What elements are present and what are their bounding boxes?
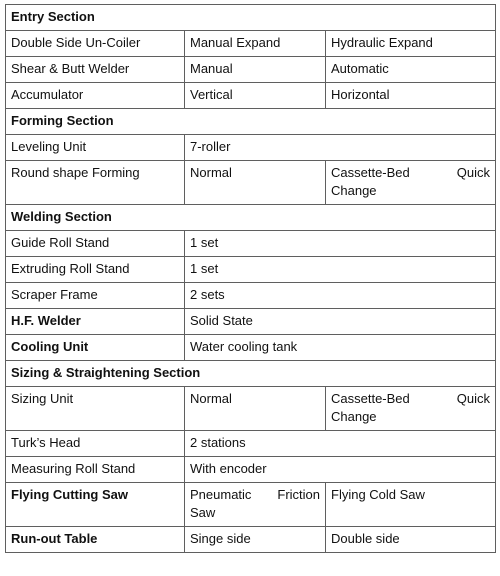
option-standard: Manual Expand xyxy=(185,31,326,57)
item-name: Flying Cutting Saw xyxy=(6,483,185,527)
option-standard: Singe side xyxy=(185,527,326,553)
item-name: Shear & Butt Welder xyxy=(6,57,185,83)
table-row xyxy=(6,83,496,109)
table-row xyxy=(6,483,496,527)
option-standard: 1 set xyxy=(185,257,496,283)
option-alternative-line2: Change xyxy=(331,183,377,198)
option-standard: Solid State xyxy=(185,309,496,335)
option-standard-line1: Pneumatic Friction xyxy=(190,487,320,502)
table-row xyxy=(6,31,496,57)
table-row xyxy=(6,257,496,283)
option-alternative xyxy=(326,387,496,431)
table-row xyxy=(6,431,496,457)
item-name: Measuring Roll Stand xyxy=(6,457,185,483)
table-row xyxy=(6,335,496,361)
item-name: H.F. Welder xyxy=(6,309,185,335)
section-row xyxy=(6,205,496,231)
section-row xyxy=(6,5,496,31)
option-alternative: Flying Cold Saw xyxy=(326,483,496,527)
option-alternative: Automatic xyxy=(326,57,496,83)
section-heading: Entry Section xyxy=(6,5,496,31)
item-name: Run-out Table xyxy=(6,527,185,553)
table-row xyxy=(6,387,496,431)
section-heading: Forming Section xyxy=(6,109,496,135)
option-alternative-line1: Cassette-Bed Quick xyxy=(331,391,491,406)
table-row xyxy=(6,527,496,553)
option-alternative: Horizontal xyxy=(326,83,496,109)
table-row xyxy=(6,135,496,161)
option-standard: 1 set xyxy=(185,231,496,257)
item-name: Accumulator xyxy=(6,83,185,109)
option-standard: Normal xyxy=(185,387,326,431)
item-name: Sizing Unit xyxy=(6,387,185,431)
option-standard: 2 stations xyxy=(185,431,496,457)
section-row xyxy=(6,109,496,135)
option-alternative xyxy=(326,161,496,205)
item-name: Guide Roll Stand xyxy=(6,231,185,257)
option-standard: Normal xyxy=(185,161,326,205)
item-name: Round shape Forming xyxy=(6,161,185,205)
option-standard: With encoder xyxy=(185,457,496,483)
option-alternative: Double side xyxy=(326,527,496,553)
section-heading: Welding Section xyxy=(6,205,496,231)
table-row xyxy=(6,309,496,335)
option-standard: Vertical xyxy=(185,83,326,109)
item-name: Cooling Unit xyxy=(6,335,185,361)
table-row xyxy=(6,457,496,483)
option-alternative-line2: Change xyxy=(331,409,377,424)
section-row xyxy=(6,361,496,387)
section-heading: Sizing & Straightening Section xyxy=(6,361,496,387)
option-standard: 7-roller xyxy=(185,135,496,161)
option-standard: Manual xyxy=(185,57,326,83)
table-row xyxy=(6,57,496,83)
option-alternative: Hydraulic Expand xyxy=(326,31,496,57)
table-row xyxy=(6,283,496,309)
option-standard: Water cooling tank xyxy=(185,335,496,361)
option-standard: 2 sets xyxy=(185,283,496,309)
option-standard xyxy=(185,483,326,527)
item-name: Turk’s Head xyxy=(6,431,185,457)
item-name: Double Side Un-Coiler xyxy=(6,31,185,57)
table-row xyxy=(6,161,496,205)
table-row xyxy=(6,231,496,257)
item-name: Leveling Unit xyxy=(6,135,185,161)
item-name: Extruding Roll Stand xyxy=(6,257,185,283)
item-name: Scraper Frame xyxy=(6,283,185,309)
equipment-spec-table xyxy=(5,4,496,553)
option-standard-line2: Saw xyxy=(190,505,216,520)
option-alternative-line1: Cassette-Bed Quick xyxy=(331,165,491,180)
